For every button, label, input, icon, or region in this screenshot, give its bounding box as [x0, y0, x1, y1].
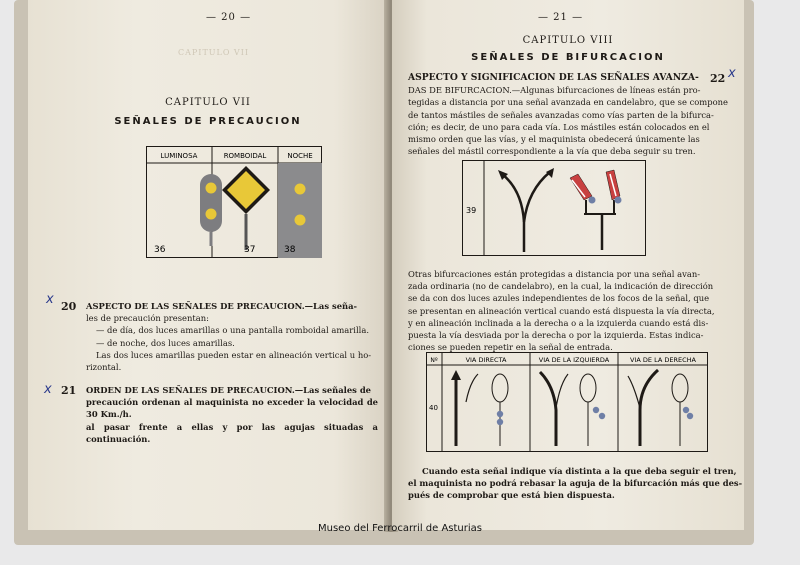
page-number-left: — 20 — — [206, 12, 252, 23]
para1-line: ción; es decir, de uno para cada vía. Los mástiles están colocados en el — [408, 121, 710, 132]
para2-line: zada ordinaria (no de candelabro), en la cual, la indicación de dirección — [408, 281, 714, 292]
blue-light — [497, 411, 503, 417]
track-right — [524, 172, 550, 222]
section-22-para3 — [408, 465, 743, 502]
table-header-right: VIA DE LA DERECHA — [630, 356, 696, 364]
rhombus-board — [227, 171, 265, 209]
para2-line: puesta la vía desviada por la derecha o por la izquierda. Estas indica- — [408, 330, 704, 341]
blue-light — [599, 413, 605, 419]
table-frame — [427, 353, 708, 452]
track-branch — [556, 374, 568, 408]
section-20-line: rizontal. — [86, 362, 122, 373]
section-20-day-item: — de día, dos luces amarillas o una pantalla romboidal amarilla. — [96, 325, 369, 336]
section-21-text — [86, 384, 378, 445]
figure-number-36: 36 — [154, 245, 166, 255]
header-luminosa: LUMINOSA — [160, 152, 198, 160]
chapter-title-left: SEÑALES DE PRECAUCION — [114, 116, 302, 127]
pencil-mark: x — [44, 382, 52, 397]
yellow-light — [206, 183, 217, 194]
header-romboidal: ROMBOIDAL — [223, 152, 267, 160]
para3-line: pués de comprobar que está bien dispuesta. — [408, 490, 615, 501]
track-curve-left — [540, 372, 556, 446]
section-20-line: les de precaución presentan: — [86, 313, 209, 324]
para2-line: ciones se pueden repetir en la señal de entrada. — [408, 342, 613, 353]
para1-line: DAS DE BIFURCACION.—Algunas bifurcaciones de líneas están pro- — [408, 85, 701, 96]
figure-number-38: 38 — [284, 245, 296, 255]
night-background — [278, 163, 322, 258]
pencil-mark: x — [728, 66, 736, 81]
blue-light — [497, 419, 503, 425]
table-header-number: Nº — [430, 357, 438, 364]
section-20-text — [86, 300, 376, 373]
track-branch — [466, 374, 478, 402]
section-number-21: 21 — [61, 384, 77, 397]
yellow-light — [295, 184, 306, 195]
section-number-22: 22 — [710, 72, 726, 85]
precaution-signals-figure — [146, 146, 322, 258]
para2-line: y en alineación inclinada a la derecha o a la izquierda cuando está dis- — [408, 317, 709, 328]
candelabra-signal-figure — [462, 160, 646, 256]
chapter-heading-right: CAPITULO VIII — [522, 35, 614, 46]
section-21-line: precaución ordenan al maquinista no exceder la velocidad de 30 Km./h. — [86, 397, 378, 420]
section-20-heading-cont: —Las seña- — [304, 301, 358, 311]
blue-light — [687, 413, 693, 419]
pencil-mark: x — [46, 292, 54, 307]
para1-line: señales del mástil correspondiente a la vía que deba seguir su tren. — [408, 146, 696, 157]
table-header-left: VIA DE LA IZQUIERDA — [538, 356, 610, 364]
signal-disc — [580, 374, 596, 402]
light — [589, 197, 596, 204]
para1-line: mismo orden que las vías, y el maquinista obedecerá únicamente las — [408, 134, 700, 145]
table-header-direct: VIA DIRECTA — [465, 356, 507, 364]
chapter-heading-left: CAPITULO VII — [165, 97, 251, 108]
chapter-title-right: SEÑALES DE BIFURCACION — [471, 52, 665, 63]
board-left — [570, 174, 592, 200]
bleed-through-text: CAPITULO VII — [178, 48, 250, 57]
blue-light — [683, 407, 689, 413]
left-page — [28, 0, 388, 530]
para3-line: el maquinista no podrá rebasar la aguja de la bifurcación más que des- — [408, 478, 743, 489]
track-branch — [628, 376, 640, 408]
blue-light — [593, 407, 599, 413]
page-number-right: — 21 — — [538, 12, 584, 23]
yellow-light — [295, 215, 306, 226]
track-left — [502, 174, 524, 252]
para2-line: se presentan en alineación vertical cuando está dispuesta la vía directa, — [408, 305, 715, 316]
section-21-heading: ORDEN DE LAS SEÑALES DE PRECAUCION. — [86, 385, 295, 395]
section-20-line: Las dos luces amarillas pueden estar en alineación vertical u ho- — [96, 349, 372, 360]
figure-number-37: 37 — [244, 245, 256, 255]
section-21-line: al pasar frente a ellas y por las agujas situadas a continuación. — [86, 421, 378, 444]
para1-line: de tantos mástiles de señales avanzadas como vías parten de la bifurca- — [408, 109, 714, 120]
section-20-heading: ASPECTO DE LAS SEÑALES DE PRECAUCION. — [86, 301, 305, 311]
para1-heading: ASPECTO Y SIGNIFICACION DE LAS SEÑALES AVANZA- — [408, 72, 699, 83]
museum-watermark: Museo del Ferrocarril de Asturias — [317, 523, 482, 534]
light — [615, 197, 622, 204]
section-number-20: 20 — [61, 300, 77, 313]
signal-disc — [672, 374, 688, 402]
right-page — [392, 0, 744, 530]
header-noche: NOCHE — [287, 152, 313, 160]
para3-line: Cuando esta señal indique vía distinta a la que deba seguir el tren, — [422, 466, 737, 476]
figure-number-39: 39 — [466, 206, 477, 215]
para2-line: Otras bifurcaciones están protegidas a distancia por una señal avan- — [408, 269, 701, 279]
arrow-head — [451, 370, 461, 380]
table-row-number-40: 40 — [429, 404, 438, 412]
section-20-night-item: — de noche, dos luces amarillas. — [96, 337, 235, 348]
para1-line: tegidas a distancia por una señal avanzada en candelabro, que se compone — [408, 97, 729, 108]
arrow-head — [546, 168, 554, 178]
section-21-heading-cont: —Las señales de — [294, 385, 372, 395]
section-22-para2 — [408, 268, 715, 353]
para2-line: se da con dos luces azules independientes de los focos de la señal, que — [408, 293, 710, 304]
figure-frame — [463, 161, 646, 256]
track-curve-right — [640, 370, 658, 446]
signal-disc — [492, 374, 508, 402]
blue-lights-table — [426, 352, 708, 452]
yellow-light — [206, 209, 217, 220]
